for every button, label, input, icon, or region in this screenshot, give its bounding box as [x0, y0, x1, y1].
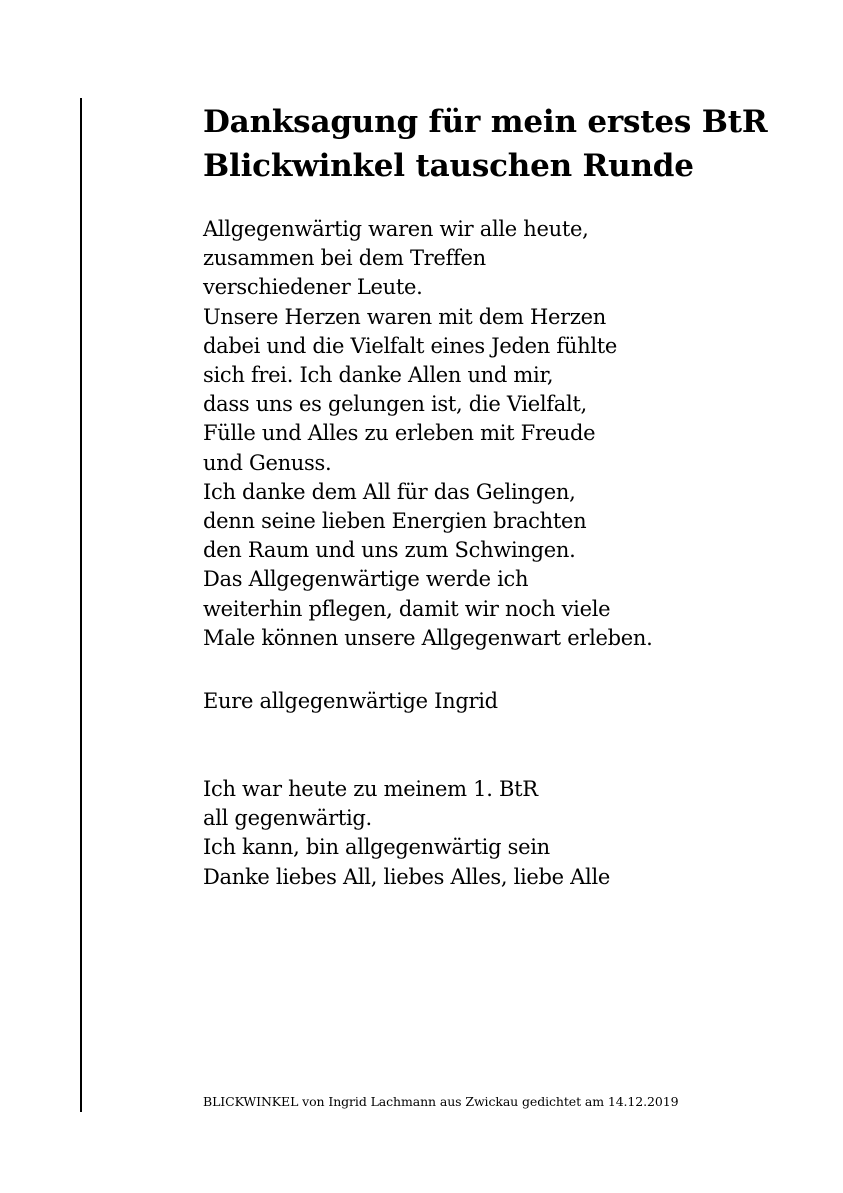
poem-line: den Raum und uns zum Schwingen.: [203, 538, 576, 563]
title-line: Danksagung für mein erstes BtR: [203, 104, 768, 140]
poem-line: Danke liebes All, liebes Alles, liebe Alle: [203, 864, 611, 889]
title-line: Blickwinkel tauschen Runde: [203, 148, 694, 184]
poem-line: weiterhin pflegen, damit wir noch viele: [203, 596, 611, 621]
poem-title: [203, 100, 767, 188]
poem-line: Unsere Herzen waren mit dem Herzen: [203, 304, 607, 329]
poem-line: Das Allgegenwärtige werde ich: [203, 567, 529, 592]
poem-line: all gegenwärtig.: [203, 806, 372, 831]
stanza-1: [203, 215, 652, 653]
poem-line: dabei und die Vielfalt eines Jeden fühlte: [203, 333, 618, 358]
poem-line: Ich war heute zu meinem 1. BtR: [203, 777, 538, 801]
poem-line: Fülle und Alles zu erleben mit Freude: [203, 421, 596, 446]
poem-line: verschiedener Leute.: [203, 275, 423, 300]
poem-line: denn seine lieben Energien brachten: [203, 509, 587, 534]
poem-line: Allgegenwärtig waren wir alle heute,: [203, 217, 589, 241]
footer-credit: BLICKWINKEL von Ingrid Lachmann aus Zwickau gedichtet am 14.12.2019: [203, 1094, 679, 1109]
poem-line: Ich danke dem All für das Gelingen,: [203, 479, 576, 504]
poem-line: und Genuss.: [203, 450, 332, 475]
poem-line: zusammen bei dem Treffen: [203, 246, 486, 271]
poem-line: sich frei. Ich danke Allen und mir,: [203, 363, 554, 388]
stanza-2: [203, 775, 610, 892]
poem-line: Male können unsere Allgegenwart erleben.: [203, 625, 653, 650]
poem-line: Ich kann, bin allgegenwärtig sein: [203, 835, 550, 860]
poem-line: dass uns es gelungen ist, die Vielfalt,: [203, 392, 587, 417]
signature: Eure allgegenwärtige Ingrid: [203, 689, 498, 713]
margin-rule: [80, 98, 82, 1112]
